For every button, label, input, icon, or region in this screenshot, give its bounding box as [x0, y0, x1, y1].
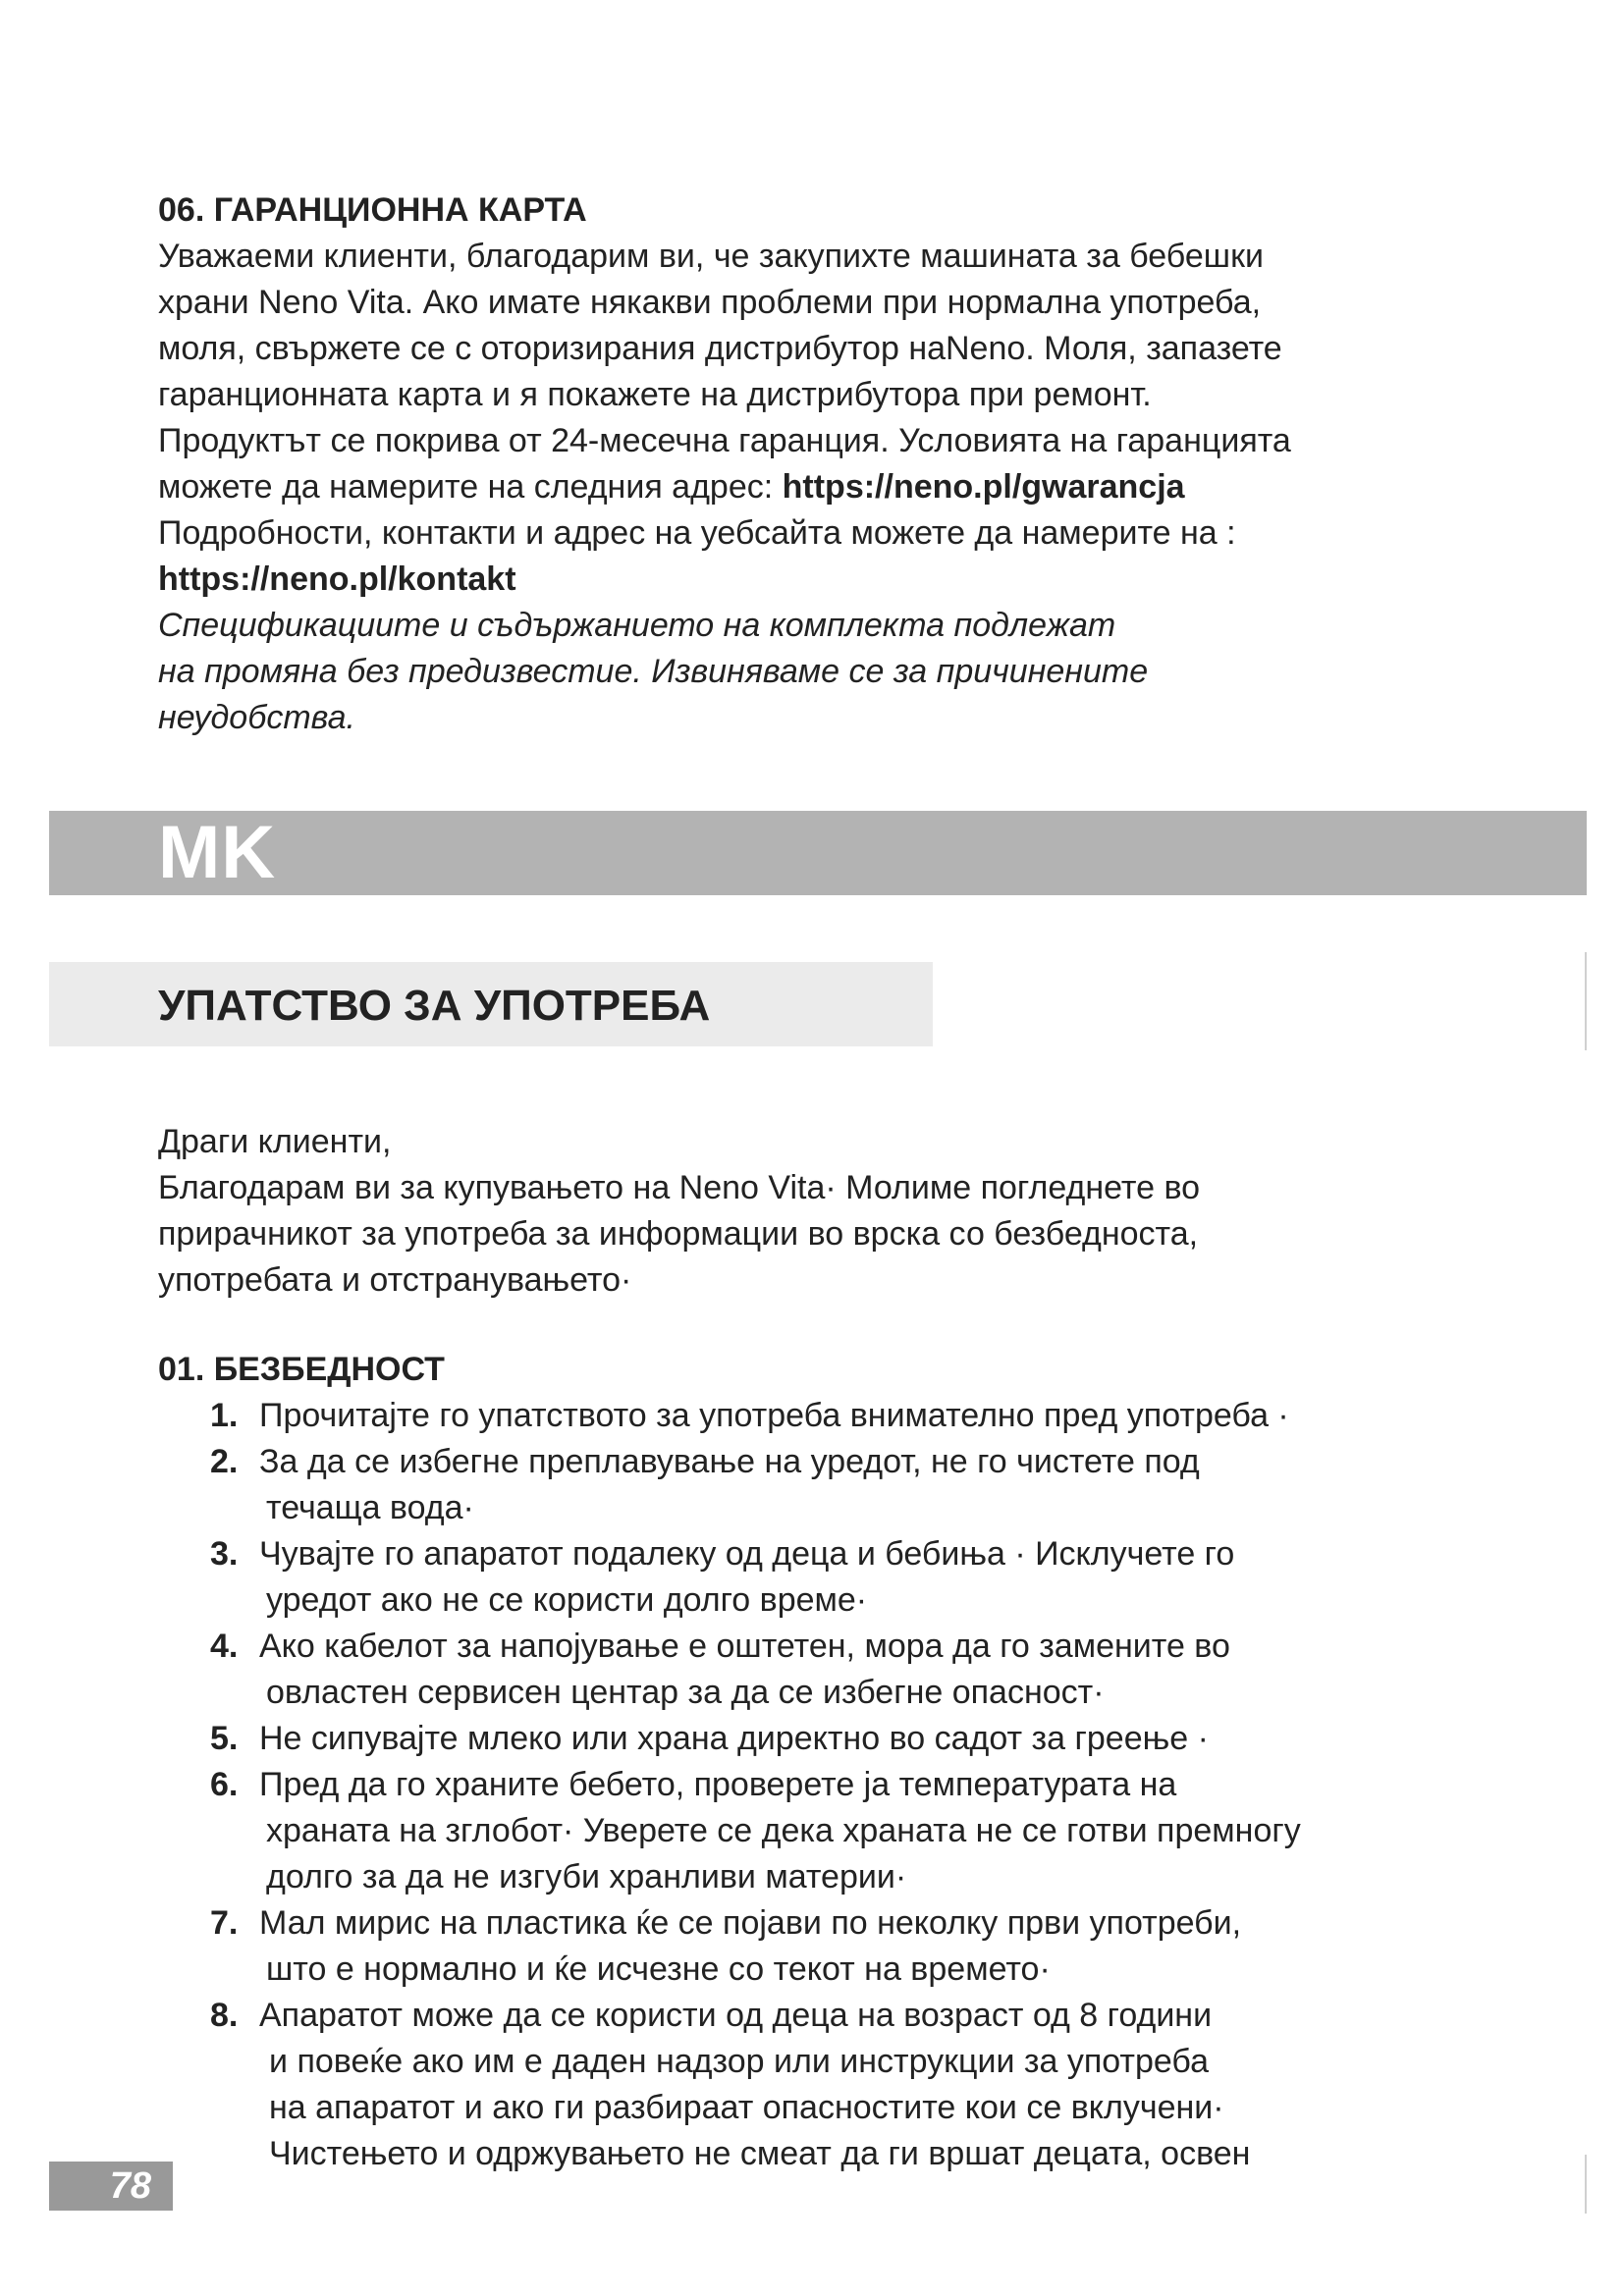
list-item-text: што е нормално и ќе исчезне со текот на времето·: [266, 1950, 1051, 1988]
language-band: [49, 811, 1587, 895]
warranty-line: Уважаеми клиенти, благодарим ви, че закупихте машината за бебешки: [158, 238, 1264, 275]
safety-heading: 01. БЕЗБЕДНОСТ: [158, 1351, 445, 1388]
list-item-text: течаща вода·: [266, 1489, 474, 1526]
list-item-number: 8.: [210, 1997, 239, 2034]
intro-line: Благодарам ви за купувањето на Neno Vita· Молиме погледнете во: [158, 1169, 1201, 1206]
list-item-text: За да се избегне преплавување на уредот, не го чистете под: [259, 1443, 1200, 1480]
list-item-text: Чистењето и одржувањето не смеат да ги вршат децата, освен: [269, 2135, 1251, 2172]
list-item-text: Не сипувајте млеко или храна директно во садот за греење ·: [259, 1720, 1209, 1757]
warranty-line-text: можете да намерите на следния адрес:: [158, 468, 783, 506]
warranty-line: гаранционната карта и я покажете на дистрибутора при ремонт.: [158, 376, 1152, 413]
list-item-text: Чувајте го апаратот подалеку од деца и бебиња · Исклучете го: [259, 1535, 1235, 1573]
warranty-line: моля, свържете се с оторизирания дистрибутор наNeno. Моля, запазете: [158, 330, 1282, 367]
list-item-number: 7.: [210, 1904, 239, 1942]
disclaimer-line: неудобства.: [158, 699, 355, 736]
warranty-line: Продуктът се покрива от 24-месечна гаранция. Условията на гаранцията: [158, 422, 1291, 459]
warranty-line-with-link: [158, 463, 1185, 510]
disclaimer-line: Спецификациите и съдържанието на комплекта подлежат: [158, 607, 1116, 644]
list-item-number: 2.: [210, 1443, 239, 1480]
list-item-text: храната на зглобот· Уверете се дека храната не се готви премногу: [266, 1812, 1301, 1849]
list-item-text: долго за да не изгуби хранливи материи·: [266, 1858, 907, 1896]
list-item-text: Пред да го храните бебето, проверете ја температурата на: [259, 1766, 1177, 1803]
disclaimer-line: на промяна без предизвестие. Извиняваме се за причинените: [158, 653, 1149, 690]
language-code: MK: [158, 811, 277, 894]
list-item-number: 4.: [210, 1628, 239, 1665]
list-item-number: 5.: [210, 1720, 239, 1757]
list-item-text: Прочитајте го упатството за употреба внимателно пред употреба ·: [259, 1397, 1289, 1434]
list-item-text: и повеќе ако им е даден надзор или инструкции за употреба: [269, 2043, 1210, 2080]
list-item-number: 1.: [210, 1397, 239, 1434]
list-item-text: Мал мирис на пластика ќе се појави по неколку први употреби,: [259, 1904, 1242, 1942]
margin-line: [1585, 952, 1587, 1050]
warranty-link[interactable]: https://neno.pl/gwarancja: [782, 468, 1185, 506]
list-item-text: на апаратот и ако ги разбираат опасностите кои се вклучени·: [269, 2089, 1224, 2126]
intro-line: Драги клиенти,: [158, 1123, 392, 1160]
list-item-text: Ако кабелот за напојување е оштетен, мора да го замените во: [259, 1628, 1230, 1665]
contact-link[interactable]: https://neno.pl/kontakt: [158, 561, 516, 598]
warranty-line: храни Neno Vita. Ако имате някакви проблеми при нормална употреба,: [158, 284, 1262, 321]
intro-line: употребата и отстранувањето·: [158, 1261, 632, 1299]
list-item-number: 6.: [210, 1766, 239, 1803]
list-item-number: 3.: [210, 1535, 239, 1573]
margin-line: [1585, 2155, 1587, 2214]
list-item-text: овластен сервисен центар за да се избегне опасност·: [266, 1674, 1105, 1711]
warranty-heading: 06. ГАРАНЦИОННА КАРТА: [158, 191, 587, 229]
manual-title: УПАТСТВО ЗА УПОТРЕБА: [158, 982, 711, 1030]
list-item-text: Апаратот може да се користи од деца на возраст од 8 години: [259, 1997, 1213, 2034]
intro-line: прирачникот за употреба за информации во врска со безбедноста,: [158, 1215, 1199, 1253]
contact-line: Подробности, контакти и адрес на уебсайта можете да намерите на :: [158, 514, 1236, 552]
page-number: 78: [49, 2162, 173, 2211]
list-item-text: уредот ако не се користи долго време·: [266, 1581, 868, 1619]
